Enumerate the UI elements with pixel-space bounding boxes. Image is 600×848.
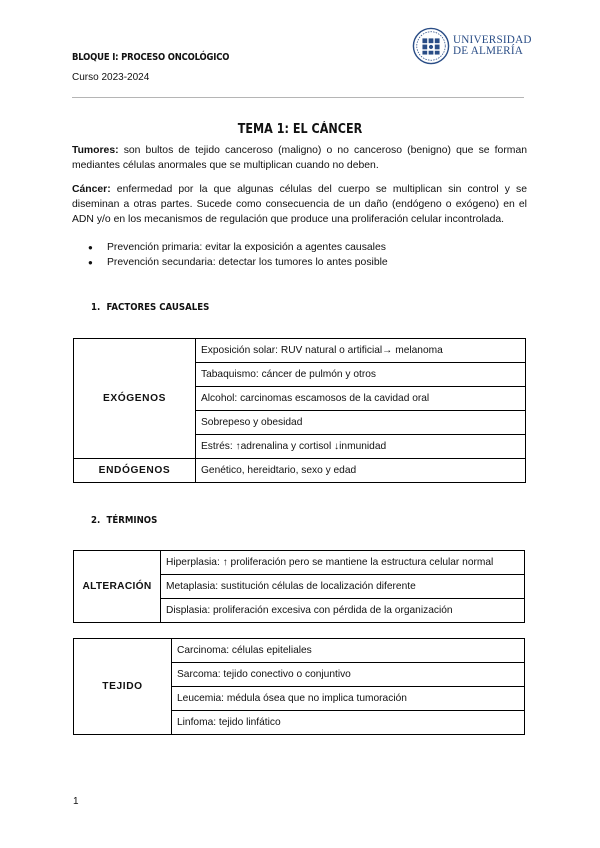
category-cell-alteracion: ALTERACIÓN [74,551,161,623]
list-item: ● Prevención primaria: evitar la exposición a agentes causales [88,240,388,255]
university-seal-icon [412,27,450,65]
section-number: 2. [91,515,101,526]
page-number: 1 [73,796,79,807]
logo-text [453,35,532,57]
cancer-definition: enfermedad por la que algunas células del cuerpo se multiplican sin control y se diseminan a otras partes. Sucede como consecuencia de un daño (endógeno o exógeno) en el ADN y/o en los mecanismos de regulación que produce una proliferación celular incontrolada. [72,184,527,225]
table-row [74,551,525,575]
table-cell: Estrés: ↑adrenalina y cortisol ↓inmunidad [196,435,526,459]
table-cell: Hiperplasia: ↑ proliferación pero se mantiene la estructura celular normal [161,551,525,575]
table-row [74,339,526,363]
table-cell: Sobrepeso y obesidad [196,411,526,435]
university-logo [412,27,532,65]
table-cell: Leucemia: médula ósea que no implica tumoración [172,687,525,711]
section-number: 1. [91,302,101,313]
table-cell: Exposición solar: RUV natural o artificial→ melanoma [196,339,526,363]
category-cell-exogenos: EXÓGENOS [74,339,196,459]
cancer-paragraph [72,182,527,227]
section-heading-terminos [91,515,157,526]
tumores-paragraph [72,143,527,173]
factores-table [73,338,526,483]
table-cell: Displasia: proliferación excesiva con pérdida de la organización [161,599,525,623]
course-year: Curso 2023-2024 [72,72,150,83]
section-heading-factores [91,302,209,313]
table-cell: Metaplasia: sustitución células de localización diferente [161,575,525,599]
section-title: TÉRMINOS [106,515,158,526]
table-cell: Alcohol: carcinomas escamosos de la cavidad oral [196,387,526,411]
cancer-term: Cáncer: [72,184,111,195]
table-cell: Sarcoma: tejido conectivo o conjuntivo [172,663,525,687]
section-title: FACTORES CAUSALES [106,302,210,313]
alteracion-table [73,550,525,623]
table-row [74,459,526,483]
table-cell: Carcinoma: células epiteliales [172,639,525,663]
header-divider [72,97,524,98]
category-cell-tejido: TEJIDO [74,639,172,735]
table-cell: Genético, hereidtario, sexo y edad [196,459,526,483]
page-title: TEMA 1: EL CÁNCER [237,122,363,137]
list-item: ● Prevención secundaria: detectar los tumores lo antes posible [88,255,388,270]
category-cell-endogenos: ENDÓGENOS [74,459,196,483]
block-title: BLOQUE I: PROCESO ONCOLÓGICO [72,52,230,63]
table-cell: Linfoma: tejido linfático [172,711,525,735]
tumores-term: Tumores: [72,145,119,156]
tumores-definition: son bultos de tejido canceroso (maligno) o no canceroso (benigno) que se forman mediantes células anormales que se multiplican cuando no deben. [72,145,527,171]
tejido-table [73,638,525,735]
logo-line-1: UNIVERSIDAD [453,34,532,46]
table-cell: Tabaquismo: cáncer de pulmón y otros [196,363,526,387]
prevention-list [88,240,388,270]
logo-line-2: DE ALMERÍA [453,45,524,57]
table-row [74,639,525,663]
document-header [72,52,251,83]
